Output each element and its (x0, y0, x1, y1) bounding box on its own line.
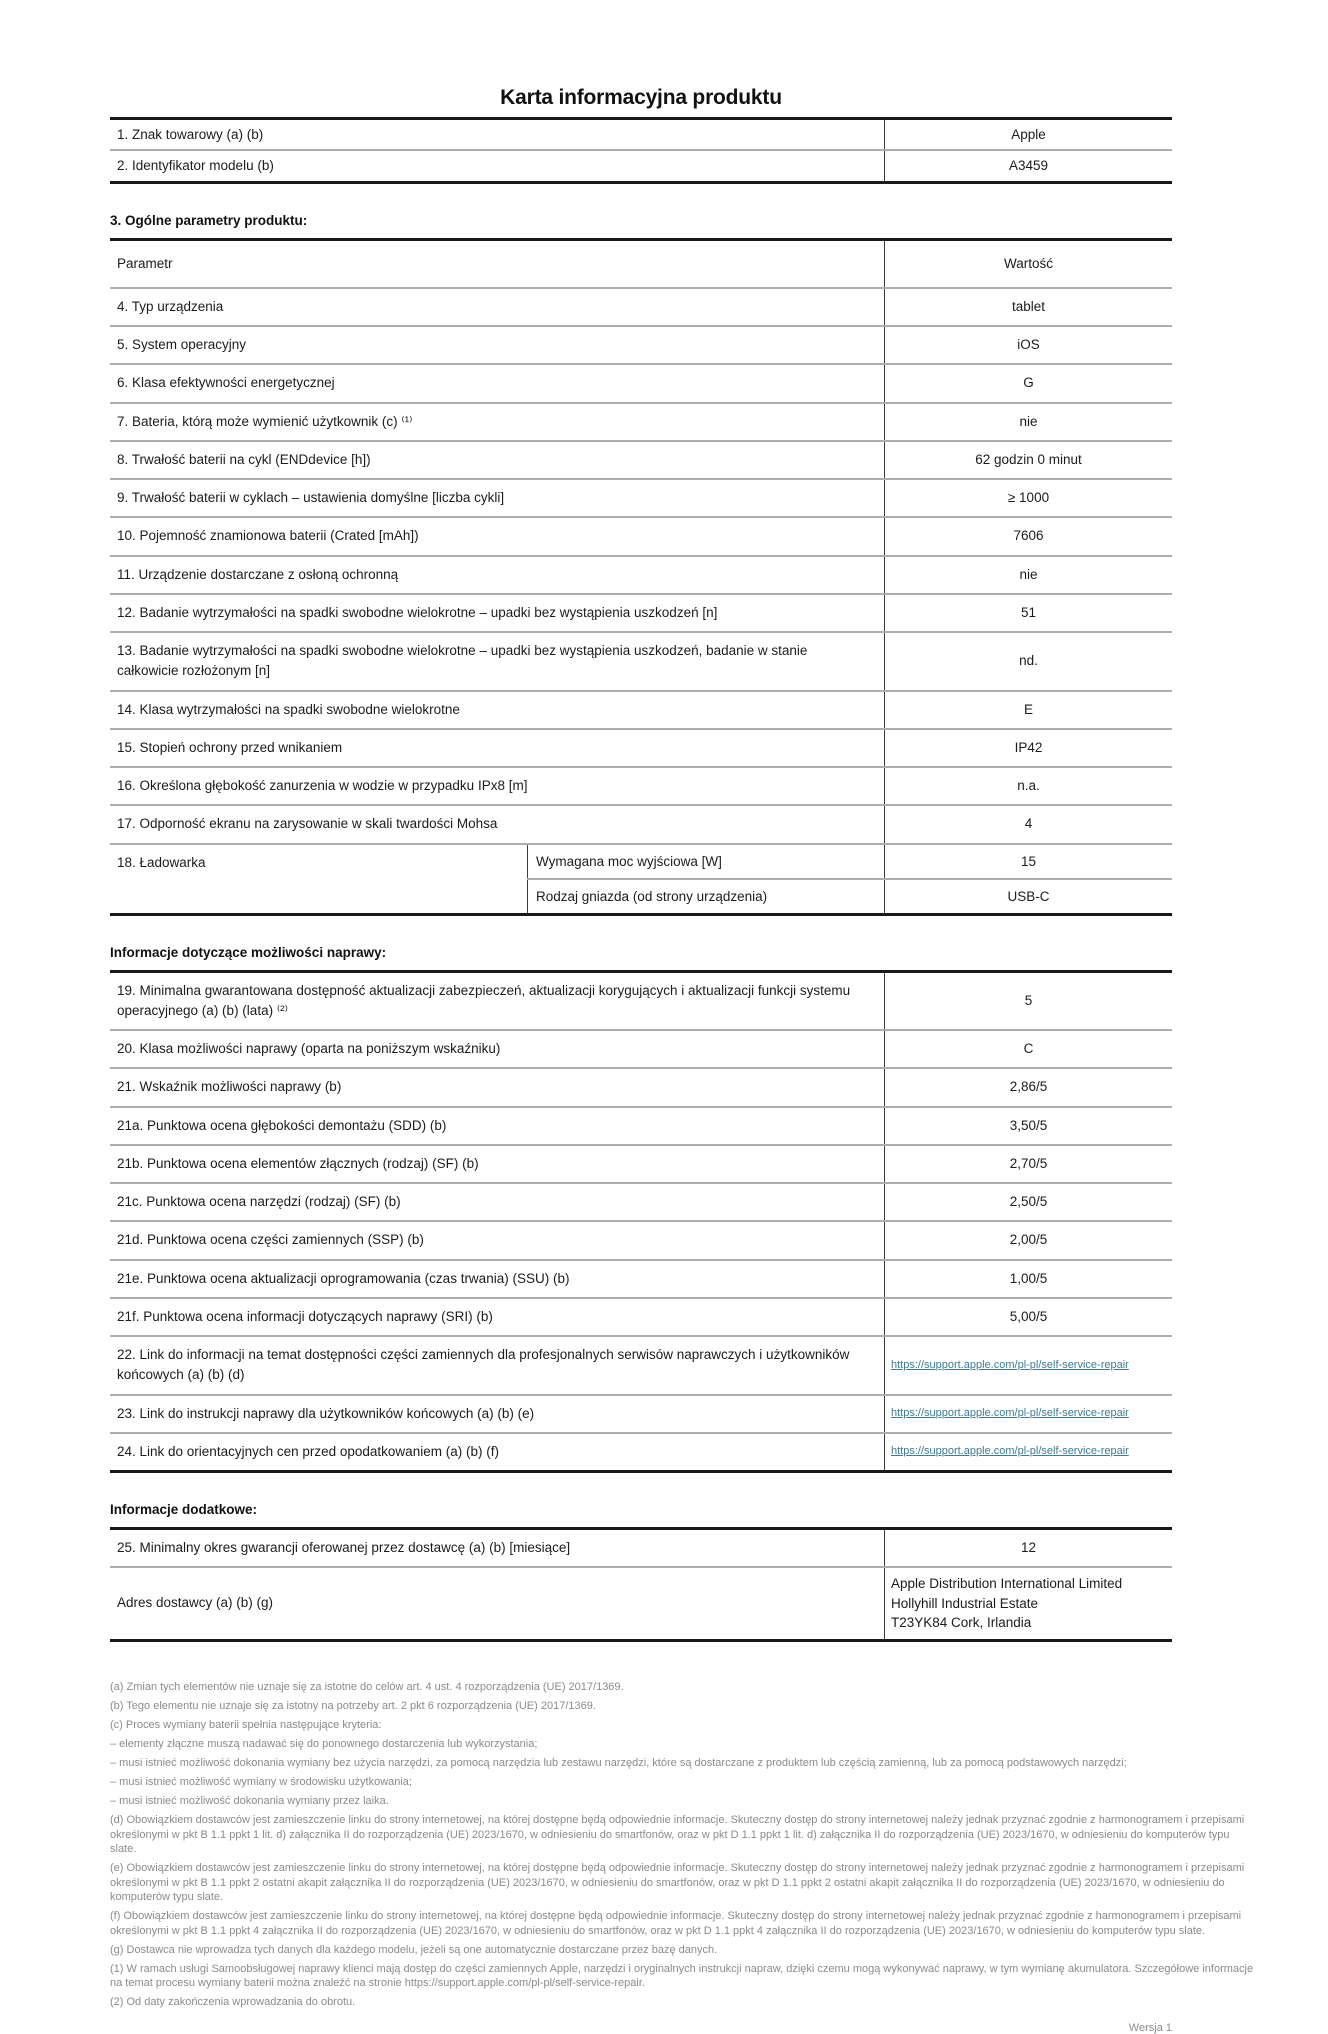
table-row (110, 973, 1172, 1030)
row-label: 21d. Punktowa ocena części zamiennych (SSP) (b) (117, 1232, 424, 1248)
row-label: 2. Identyfikator modelu (b) (117, 157, 274, 173)
identification-table (110, 117, 1172, 184)
row-value: E (884, 692, 1172, 728)
table-row-supplier-address (110, 1566, 1172, 1639)
row-label: 18. Ładowarka (117, 854, 206, 870)
table-row (110, 1297, 1172, 1335)
supplier-address-line: Hollyhill Industrial Estate (891, 1595, 1039, 1611)
row-label: 21c. Punktowa ocena narzędzi (rodzaj) (SF) (b) (117, 1194, 401, 1209)
table-row (110, 1259, 1172, 1297)
row-value: ≥ 1000 (884, 480, 1172, 516)
footnote: (2) Od daty zakończenia wprowadzania do obrotu. (110, 1996, 356, 2009)
page-title: Karta informacyjna produktu (500, 86, 782, 109)
row-label: 24. Link do orientacyjnych cen przed opodatkowaniem (a) (b) (f) (117, 1443, 499, 1459)
row-label: 23. Link do instrukcji naprawy dla użytkowników końcowych (a) (b) (e) (117, 1405, 535, 1421)
footnote: (1) W ramach usługi Samoobsługowej naprawy klienci mają dostęp do części zamiennych Apple, narzędzi i oryginalnych instrukcji napraw, dzięki czemu mogą wykonywać naprawy, w tym wymianę akumulatora. Szczegółowe informacje na temat procesu wymiany baterii można znaleźć na stronie https://support.apple.com/pl-pl/self-service-repair. (110, 1962, 1254, 1990)
table-row (110, 1182, 1172, 1220)
repairability-table (110, 970, 1172, 1474)
table-row (110, 363, 1172, 401)
row-value: 62 godzin 0 minut (884, 442, 1172, 478)
row-value: C (884, 1031, 1172, 1067)
table-row (110, 1067, 1172, 1105)
table-row (110, 1220, 1172, 1258)
row-label: 21f. Punktowa ocena informacji dotyczących naprawy (SRI) (b) (117, 1308, 493, 1324)
row-label: 21b. Punktowa ocena elementów złącznych (rodzaj) (SF) (b) (117, 1155, 479, 1171)
row-label: 17. Odporność ekranu na zarysowanie w skali twardości Mohsa (117, 816, 498, 832)
self-service-repair-link[interactable]: https://support.apple.com/pl-pl/self-service-repair (891, 1406, 1129, 1419)
row-label: 14. Klasa wytrzymałości na spadki swobodne wielokrotne (117, 701, 460, 717)
row-value: IP42 (884, 730, 1172, 766)
subrow-label: Rodzaj gniazda (od strony urządzenia) (527, 880, 884, 913)
table-row (110, 516, 1172, 554)
row-label: 10. Pojemność znamionowa baterii (Crated [mAh]) (117, 528, 419, 544)
row-label: 5. System operacyjny (117, 337, 247, 352)
row-label: 19. Minimalna gwarantowana dostępność aktualizacji zabezpieczeń, aktualizacji korygujących i aktualizacji funkcji systemu operacyjnego (a) (b) (lata) ⁽²⁾ (117, 982, 851, 1018)
row-value (884, 1337, 1172, 1394)
additional-information-table (110, 1527, 1172, 1642)
table-row (110, 1530, 1172, 1566)
table-row (110, 1144, 1172, 1182)
section-heading-additional: Informacje dodatkowe: (110, 1502, 258, 1517)
row-label: 21e. Punktowa ocena aktualizacji oprogramowania (czas trwania) (SSU) (b) (117, 1270, 570, 1286)
table-row (110, 690, 1172, 728)
row-value: nd. (884, 633, 1172, 690)
row-value: 2,50/5 (884, 1184, 1172, 1220)
row-label: 22. Link do informacji na temat dostępności części zamiennych dla profesjonalnych serwisów naprawczych i użytkowników końcowych (a) (b) (d) (117, 1347, 850, 1383)
table-row (110, 325, 1172, 363)
self-service-repair-link[interactable]: https://support.apple.com/pl-pl/self-service-repair (891, 1445, 1129, 1458)
footnote: – musi istnieć możliwość dokonania wymiany przez laika. (110, 1795, 389, 1808)
table-row (110, 149, 1172, 180)
table-row (110, 440, 1172, 478)
section-heading-repair: Informacje dotyczące możliwości naprawy: (110, 944, 387, 960)
subrow-value: 15 (884, 845, 1172, 878)
row-value: tablet (884, 289, 1172, 325)
version-label: Wersja 1 (1128, 2021, 1172, 2034)
row-label: 21a. Punktowa ocena głębokości demontażu (SDD) (b) (117, 1117, 447, 1133)
column-header-parametr: Parametr (117, 255, 173, 271)
table-row-charger (110, 843, 1172, 913)
table-row (110, 766, 1172, 804)
row-value: 3,50/5 (884, 1108, 1172, 1144)
row-value: 7606 (884, 518, 1172, 554)
footnote: (d) Obowiązkiem dostawców jest zamieszczenie linku do strony internetowej, na której dostępne będą odpowiednie informacje. Skuteczny dostęp do strony internetowej należy jednak przyznać zgodnie z harmonogramem i przepisami określonymi w pkt B 1.1 ppkt 1 lit. d) załącznika II do rozporządzenia (UE) 2023/1670, w odniesieniu do smartfonów, oraz w pkt D 1.1 ppkt 1 lit. d) załącznika II do rozporządzenia (UE) 2023/1670, w odniesieniu do komputerów typu slate. (110, 1814, 1245, 1856)
table-row (110, 555, 1172, 593)
row-label: 7. Bateria, którą może wymienić użytkownik (c) ⁽¹⁾ (117, 413, 413, 429)
table-row (110, 804, 1172, 842)
footnote: – elementy złączne muszą nadawać się do ponownego dostarczenia lub wykorzystania; (110, 1737, 538, 1750)
row-value: 51 (884, 595, 1172, 631)
row-value: 2,86/5 (884, 1069, 1172, 1105)
table-row (110, 1432, 1172, 1470)
self-service-repair-link[interactable]: https://support.apple.com/pl-pl/self-service-repair (891, 1358, 1129, 1371)
row-label: 21. Wskaźnik możliwości naprawy (b) (117, 1079, 342, 1095)
footnote: (c) Proces wymiany baterii spełnia następujące kryteria: (110, 1718, 382, 1731)
footnote: (g) Dostawca nie wprowadza tych danych dla każdego modelu, jeżeli są one automatycznie dostarczane przez bazę danych. (110, 1943, 718, 1956)
row-value: 2,70/5 (884, 1146, 1172, 1182)
row-value: iOS (884, 327, 1172, 363)
row-label: 13. Badanie wytrzymałości na spadki swobodne wielokrotne – upadki bez wystąpienia uszkodzeń, badanie w stanie całkowicie rozłożonym [n] (117, 643, 808, 679)
table-row (110, 402, 1172, 440)
row-value (884, 1434, 1172, 1470)
row-value: G (884, 365, 1172, 401)
row-label: Adres dostawcy (a) (b) (g) (117, 1595, 274, 1611)
table-row (110, 1394, 1172, 1432)
row-value: nie (884, 404, 1172, 440)
footnote: (a) Zmian tych elementów nie uznaje się za istotne do celów art. 4 ust. 4 rozporządzenia (UE) 2017/1369. (110, 1680, 624, 1693)
charger-subtable (527, 845, 1172, 913)
supplier-address-line: T23YK84 Cork, Irlandia (891, 1615, 1032, 1631)
table-subrow (527, 845, 1172, 878)
row-value: nie (884, 557, 1172, 593)
row-value: 5 (884, 973, 1172, 1030)
row-value: Apple (884, 120, 1172, 149)
supplier-address (884, 1568, 1172, 1639)
row-label: 8. Trwałość baterii na cykl (ENDdevice [h]) (117, 451, 371, 467)
row-value: 1,00/5 (884, 1261, 1172, 1297)
column-header-wartosc: Wartość (884, 241, 1172, 287)
table-row (110, 478, 1172, 516)
table-header-row (110, 241, 1172, 287)
row-value (884, 1396, 1172, 1432)
row-label: 1. Znak towarowy (a) (b) (117, 126, 264, 142)
row-value: 5,00/5 (884, 1299, 1172, 1335)
row-label: 9. Trwałość baterii w cyklach – ustawienia domyślne [liczba cykli] (117, 490, 505, 505)
row-value: A3459 (884, 151, 1172, 180)
general-parameters-table (110, 238, 1172, 916)
table-row (110, 728, 1172, 766)
row-value: 12 (884, 1530, 1172, 1566)
footnote: (f) Obowiązkiem dostawców jest zamieszczenie linku do strony internetowej, na której dostępne będą odpowiednie informacje. Skuteczny dostęp do strony internetowej należy jednak przyznać zgodnie z harmonogramem i przepisami określonymi w pkt B 1.1 ppkt 4 załącznika II do rozporządzenia (UE) 2023/1670, w odniesieniu do smartfonów, oraz w pkt D 1.1 ppkt 4 załącznika II do rozporządzenia (UE) 2023/1670, w odniesieniu do komputerów typu slate. (110, 1910, 1242, 1937)
table-row (110, 1106, 1172, 1144)
row-label: 16. Określona głębokość zanurzenia w wodzie w przypadku IPx8 [m] (117, 778, 528, 793)
subrow-value: USB-C (884, 880, 1172, 913)
row-label: 11. Urządzenie dostarczane z osłoną ochronną (117, 566, 399, 582)
row-label: 15. Stopień ochrony przed wnikaniem (117, 739, 343, 755)
row-label: 25. Minimalny okres gwarancji oferowanej przez dostawcę (a) (b) [miesiące] (117, 1540, 571, 1555)
section-heading-general: 3. Ogólne parametry produktu: (110, 212, 308, 228)
subrow-label: Wymagana moc wyjściowa [W] (527, 845, 884, 878)
footnote: – musi istnieć możliwość wymiany w środowisku użytkowania; (110, 1776, 412, 1789)
footnotes (110, 1680, 1257, 2010)
row-label: 4. Typ urządzenia (117, 298, 224, 314)
table-subrow (527, 878, 1172, 913)
supplier-address-line: Apple Distribution International Limited (891, 1576, 1123, 1592)
footnote: (e) Obowiązkiem dostawców jest zamieszczenie linku do strony internetowej, na której dostępne będą odpowiednie informacje. Skuteczny dostęp do strony internetowej należy jednak przyznać zgodnie z harmonogramem i przepisami określonymi w pkt B 1.1 ppkt 2 ostatni akapit załącznika II do rozporządzenia (UE) 2023/1670, w odniesieniu do smartfonów, oraz w pkt D 1.1 ppkt 2 ostatni akapit załącznika II do rozporządzenia (UE) 2023/1670, w odniesieniu do komputerów typu slate. (110, 1862, 1245, 1904)
table-row (110, 287, 1172, 325)
footnote: (b) Tego elementu nie uznaje się za istotny na potrzeby art. 2 pkt 6 rozporządzenia (UE) 2017/1369. (110, 1699, 596, 1712)
table-row (110, 631, 1172, 690)
row-label: 20. Klasa możliwości naprawy (oparta na poniższym wskaźniku) (117, 1041, 501, 1056)
row-value: n.a. (884, 768, 1172, 804)
row-label: 6. Klasa efektywności energetycznej (117, 375, 335, 391)
table-row (110, 120, 1172, 149)
table-row (110, 1335, 1172, 1394)
row-value: 4 (884, 806, 1172, 842)
row-value: 2,00/5 (884, 1222, 1172, 1258)
table-row (110, 593, 1172, 631)
footnote: – musi istnieć możliwość dokonania wymiany bez użycia narzędzi, za pomocą narzędzia lub zestawu narzędzi, które są dostarczane z produktem lub częścią zamienną, lub za pomocą podstawowych narzędzi; (110, 1757, 1127, 1769)
row-label: 12. Badanie wytrzymałości na spadki swobodne wielokrotne – upadki bez wystąpienia uszkodzeń [n] (117, 604, 718, 620)
table-row (110, 1029, 1172, 1067)
